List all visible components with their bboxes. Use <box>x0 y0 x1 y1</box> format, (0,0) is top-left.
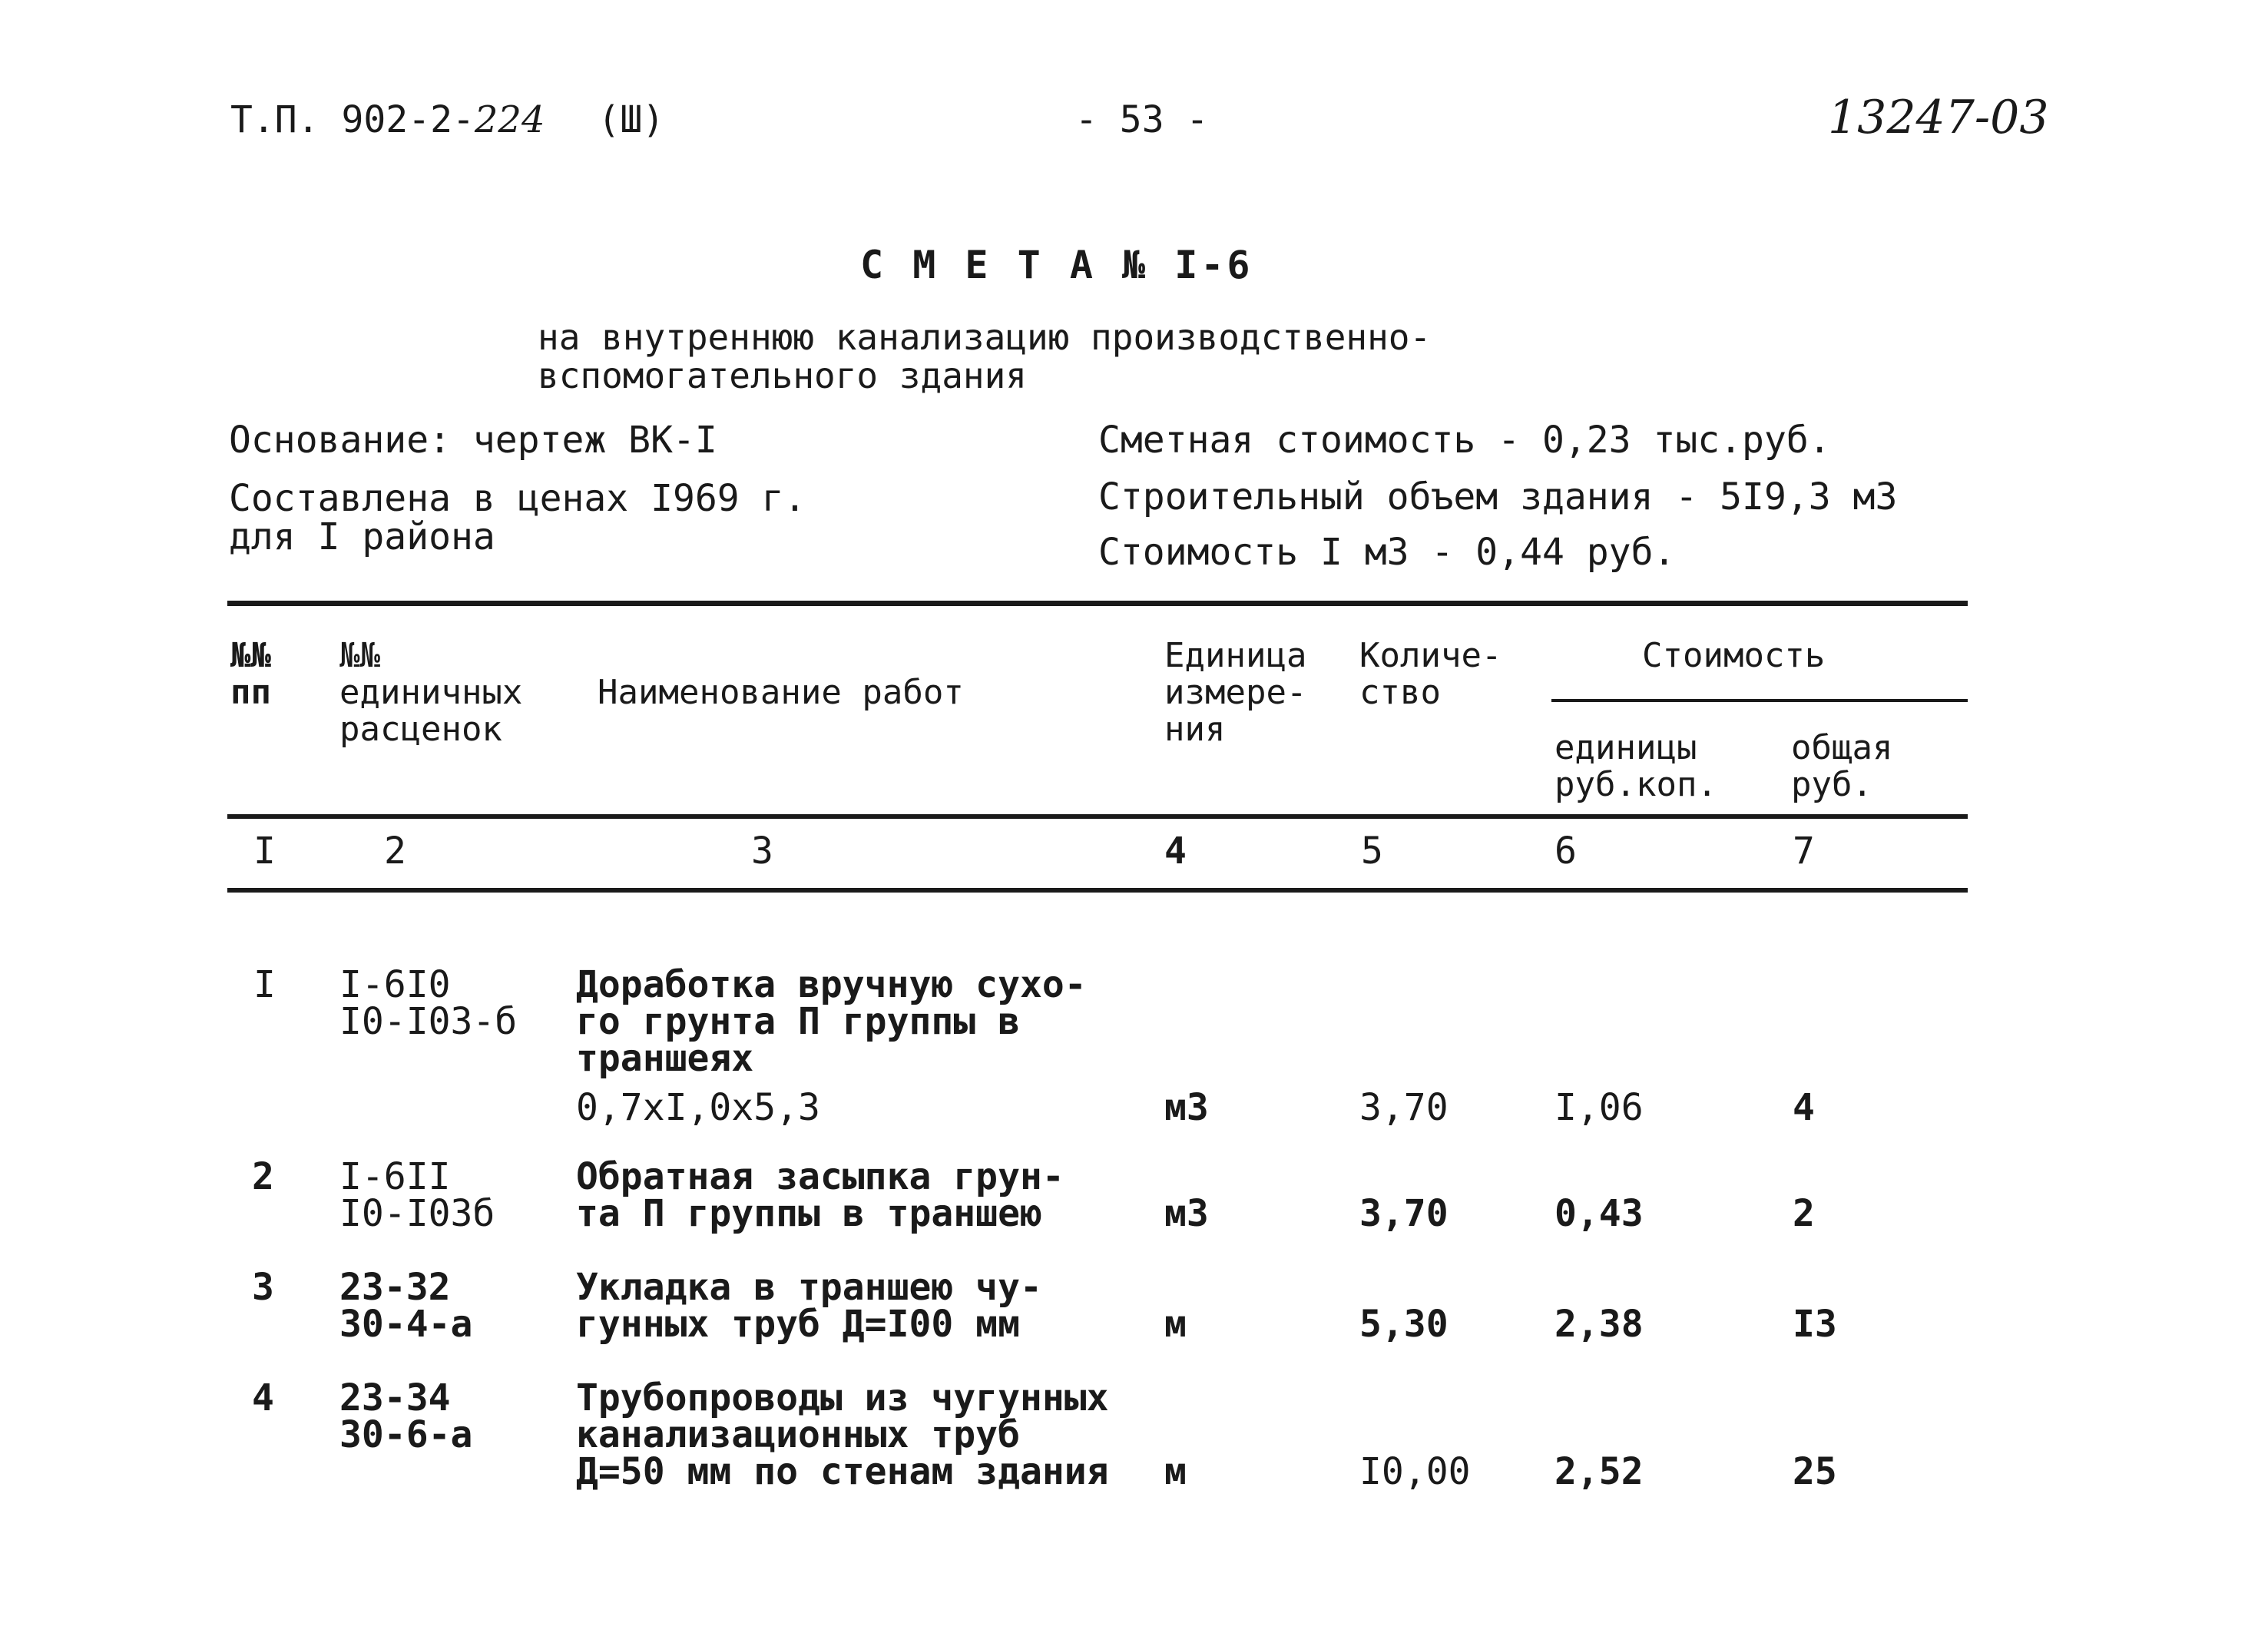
row-3-rate: 23-32 30-4-а <box>339 1266 473 1346</box>
basis-text: Основание: чертеж ВК-I <box>229 419 717 462</box>
row-1-name: Доработка вручную сухо- го грунта П группы в траншеях <box>576 963 1087 1080</box>
row-3-total: I3 <box>1793 1303 1837 1346</box>
row-4-qty: I0,00 <box>1359 1450 1471 1493</box>
document-code-handwritten: 224 <box>474 98 545 141</box>
row-1-calc: 0,7хI,0х5,3 <box>576 1086 820 1129</box>
column-number-4: 4 <box>1164 830 1187 873</box>
row-4-rate: 23-34 30-6-а <box>339 1376 473 1456</box>
row-1-num: I <box>253 963 276 1006</box>
prices-text: Составлена в ценах I969 г. для I района <box>229 477 806 558</box>
column-number-7: 7 <box>1793 830 1815 873</box>
row-3-qty: 5,30 <box>1359 1303 1449 1346</box>
row-2-num: 2 <box>252 1155 274 1198</box>
row-4-unit: м <box>1164 1450 1187 1493</box>
row-2-qty: 3,70 <box>1359 1192 1449 1235</box>
document-code-printed: Т.П. 902-2- <box>230 98 475 141</box>
column-number-5: 5 <box>1361 830 1383 873</box>
col-header-cost-unit: единицы руб.коп. <box>1554 728 1717 804</box>
column-number-1: I <box>253 830 276 873</box>
col-header-cost-group: Стоимость <box>1642 636 1826 675</box>
header-bottom-rule <box>227 814 1968 819</box>
col-header-qty: Количе- ство <box>1359 636 1502 712</box>
column-numbers-rule <box>227 888 1968 893</box>
row-1-rate: I-6I0 I0-I03-б <box>339 963 518 1043</box>
document-code <box>230 98 664 141</box>
col-header-unit: Единица измере- ния <box>1164 636 1307 749</box>
col-header-name: Наименование работ <box>598 673 964 712</box>
row-2-rate: I-6II I0-I03б <box>339 1155 495 1235</box>
row-3-num: 3 <box>252 1266 274 1309</box>
cost-per-m3: Стоимость I м3 - 0,44 руб. <box>1098 531 1676 574</box>
inventory-number: 13247-03 <box>1828 91 2049 144</box>
row-4-name: Трубопроводы из чугунных канализационных труб Д=50 мм по стенам здания <box>576 1376 1109 1493</box>
row-1-qty: 3,70 <box>1359 1086 1449 1129</box>
row-4-num: 4 <box>252 1376 274 1419</box>
document-code-suffix: (Ш) <box>598 98 665 141</box>
estimated-cost: Сметная стоимость - 0,23 тыс.руб. <box>1098 419 1831 462</box>
col-header-num: №№ пп <box>230 636 271 712</box>
row-2-price: 0,43 <box>1554 1192 1644 1235</box>
cost-group-rule <box>1551 699 1968 702</box>
estimate-subtitle: на внутреннюю канализацию производственно- вспомогательного здания <box>538 316 1432 396</box>
row-3-name: Укладка в траншею чу- гунных труб Д=I00 мм <box>576 1266 1042 1346</box>
row-1-unit: м3 <box>1164 1086 1209 1129</box>
col-header-rate: №№ единичных расценок <box>339 636 523 749</box>
building-volume: Строительный объем здания - 5I9,3 м3 <box>1098 475 1898 518</box>
table-top-rule <box>227 601 1968 606</box>
column-number-6: 6 <box>1554 830 1577 873</box>
row-4-total: 25 <box>1793 1450 1837 1493</box>
column-number-2: 2 <box>384 830 406 873</box>
row-1-price: I,06 <box>1554 1086 1644 1129</box>
column-number-3: 3 <box>751 830 773 873</box>
page-number: - 53 - <box>1075 98 1209 141</box>
row-2-total: 2 <box>1793 1192 1815 1235</box>
row-3-unit: м <box>1164 1303 1187 1346</box>
row-1-total: 4 <box>1793 1086 1815 1129</box>
estimate-title: С М Е Т А № I-6 <box>860 243 1253 287</box>
row-3-price: 2,38 <box>1554 1303 1644 1346</box>
row-4-price: 2,52 <box>1554 1450 1644 1493</box>
row-2-name: Обратная засыпка грун- та П группы в траншею <box>576 1155 1064 1235</box>
col-header-cost-total: общая руб. <box>1791 728 1893 804</box>
row-2-unit: м3 <box>1164 1192 1209 1235</box>
